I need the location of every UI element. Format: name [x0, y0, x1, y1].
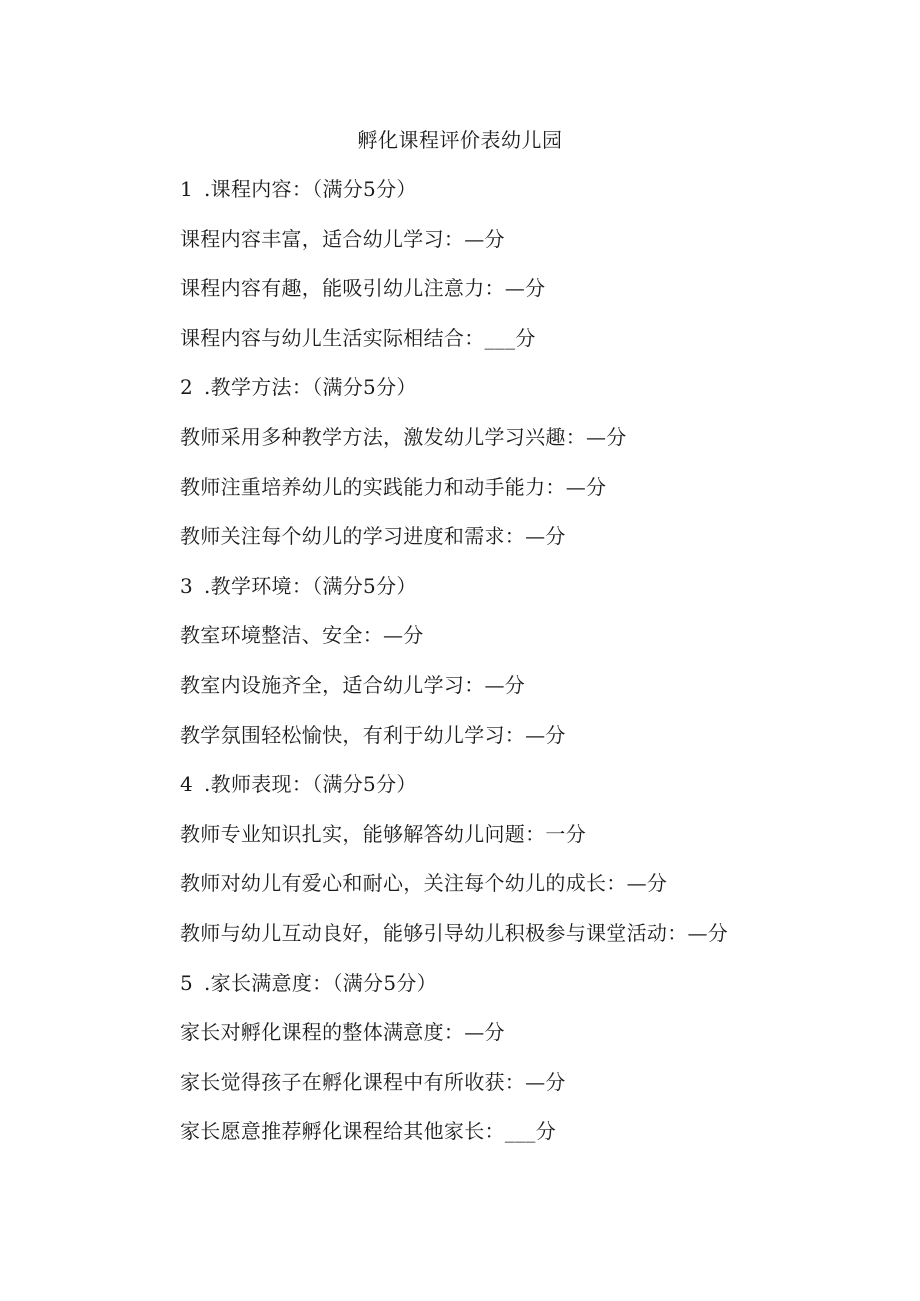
- evaluation-item: 教师注重培养幼儿的实践能力和动手能力：—分: [180, 474, 607, 499]
- evaluation-item: 教师关注每个幼儿的学习进度和需求：—分: [180, 524, 566, 549]
- evaluation-item: 课程内容与幼儿生活实际相结合：___分: [180, 325, 536, 350]
- section-heading: [180, 770, 880, 820]
- evaluation-item: 教学氛围轻松愉快，有利于幼儿学习：—分: [180, 722, 566, 747]
- section-heading-text: .课程内容：（满分5分）: [204, 177, 417, 201]
- section-heading-text: .家长满意度：（满分5分）: [204, 970, 437, 995]
- section-heading-text: .教学环境：（满分5分）: [204, 573, 417, 598]
- section-number: 1: [180, 177, 194, 201]
- evaluation-item: 家长对孵化课程的整体满意度：—分: [180, 1020, 505, 1045]
- section-heading: [180, 572, 880, 622]
- section-heading-text: .教学方法：（满分5分）: [204, 375, 417, 400]
- section-number: 5: [180, 970, 194, 995]
- section-heading: [180, 175, 880, 225]
- evaluation-item: 教师与幼儿互动良好，能够引导幼儿积极参与课堂活动：—分: [180, 920, 729, 945]
- evaluation-item: 课程内容丰富，适合幼儿学习：—分: [180, 226, 505, 251]
- evaluation-item: 教室环境整洁、安全：—分: [180, 623, 424, 648]
- evaluation-item: 课程内容有趣，能吸引幼儿注意力：—分: [180, 276, 546, 301]
- section-number: 4: [180, 772, 194, 797]
- evaluation-item: 家长愿意推荐孵化课程给其他家长：___分: [180, 1119, 556, 1144]
- evaluation-item: 教师采用多种教学方法，激发幼儿学习兴趣：—分: [180, 424, 627, 449]
- evaluation-item: 教室内设施齐全，适合幼儿学习：—分: [180, 672, 526, 697]
- evaluation-item: 教师对幼儿有爱心和耐心，关注每个幼儿的成长：—分: [180, 871, 668, 896]
- document-title: 孵化课程评价表幼儿园: [357, 128, 563, 152]
- evaluation-item: 教师专业知识扎实，能够解答幼儿问题：一分: [180, 821, 586, 846]
- document-body: [180, 175, 880, 1167]
- section-number: 2: [180, 375, 194, 400]
- section-heading: [180, 969, 880, 1019]
- section-number: 3: [180, 573, 194, 598]
- evaluation-item: 家长觉得孩子在孵化课程中有所收获：—分: [180, 1069, 566, 1094]
- section-heading-text: .教师表现：（满分5分）: [204, 772, 417, 797]
- section-heading: [180, 373, 880, 423]
